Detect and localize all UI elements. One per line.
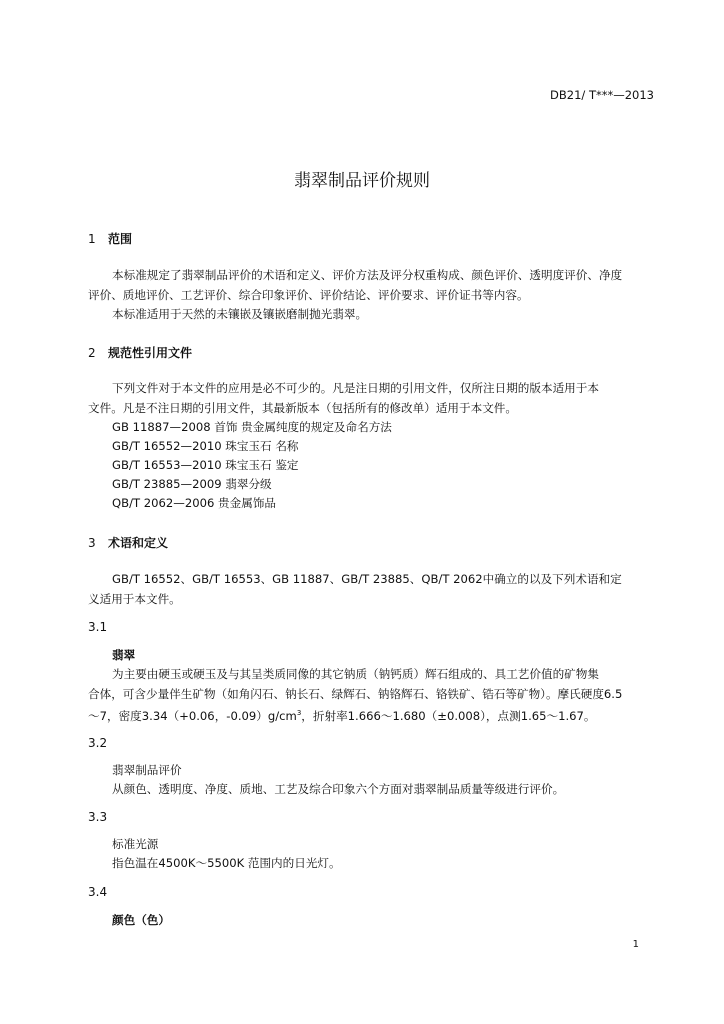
document-title: 翡翠制品评价规则 — [294, 171, 430, 191]
section-number: 2 — [88, 346, 96, 360]
references-intro-line: 下列文件对于本文件的应用是必不可少的。凡是注日期的引用文件，仅所注日期的版本适用于本 — [112, 381, 599, 395]
scope-applicability: 本标准适用于天然的未镶嵌及镶嵌磨制抛光翡翠。 — [112, 307, 368, 321]
term-name-color: 颜色（色） — [112, 913, 170, 927]
term-definition: 指色温在4500K～5500K 范围内的日光灯。 — [112, 856, 341, 870]
term-number: 3.1 — [88, 620, 108, 634]
section-heading-scope — [88, 230, 132, 247]
scope-paragraph-line: 评价、质地评价、工艺评价、综合印象评价、评价结论、评价要求、评价证书等内容。 — [88, 288, 529, 302]
reference-item: GB 11887—2008 首饰 贵金属纯度的规定及命名方法 — [112, 420, 392, 434]
page-number: 1 — [632, 939, 639, 950]
terms-intro-line: GB/T 16552、GB/T 16553、GB 11887、GB/T 23885、QB/T 2062中确立的以及下列术语和定 — [112, 572, 622, 586]
section-title: 范围 — [108, 232, 133, 246]
term-definition-line: 为主要由硬玉或硬玉及与其呈类质同像的其它钠质（钠钙质）辉石组成的、具工艺价值的矿物集 — [112, 667, 599, 681]
term-definition: 从颜色、透明度、净度、质地、工艺及综合印象六个方面对翡翠制品质量等级进行评价。 — [112, 782, 565, 796]
term-name-jadeite: 翡翠 — [112, 648, 136, 662]
reference-item: GB/T 23885—2009 翡翠分级 — [112, 477, 272, 491]
definition-text: ，折射率1.666～1.680（±0.008），点测1.65～1.67。 — [301, 708, 596, 723]
terms-intro-line: 义适用于本文件。 — [88, 592, 181, 606]
reference-item: QB/T 2062—2006 贵金属饰品 — [112, 496, 277, 510]
term-name-standard-light: 标准光源 — [112, 837, 159, 851]
section-number: 3 — [88, 536, 96, 550]
term-definition-line: 合体，可含少量伴生矿物（如角闪石、钠长石、绿辉石、钠铬辉石、铬铁矿、锆石等矿物）。摩氏硬度6.5 — [88, 687, 623, 701]
term-number: 3.3 — [88, 810, 108, 824]
section-heading-terms-definitions — [88, 534, 168, 551]
reference-item: GB/T 16552—2010 珠宝玉石 名称 — [112, 439, 299, 453]
term-name-product-evaluation: 翡翠制品评价 — [112, 763, 182, 777]
definition-text: ～7，密度3.34（+0.06，-0.09）g/cm — [88, 708, 297, 723]
document-code: DB21/ T***—2013 — [550, 88, 654, 102]
reference-item: GB/T 16553—2010 珠宝玉石 鉴定 — [112, 458, 299, 472]
references-intro-line: 文件。凡是不注日期的引用文件，其最新版本（包括所有的修改单）适用于本文件。 — [88, 401, 517, 415]
term-definition-line — [88, 705, 596, 724]
scope-paragraph-line: 本标准规定了翡翠制品评价的术语和定义、评价方法及评分权重构成、颜色评价、透明度评价、净度 — [112, 268, 623, 282]
section-heading-normative-references — [88, 344, 192, 361]
term-number: 3.4 — [88, 885, 108, 899]
superscript-exponent: 3 — [296, 709, 302, 717]
section-title: 规范性引用文件 — [108, 346, 193, 360]
section-number: 1 — [88, 232, 96, 246]
section-title: 术语和定义 — [108, 536, 169, 550]
term-number: 3.2 — [88, 736, 108, 750]
